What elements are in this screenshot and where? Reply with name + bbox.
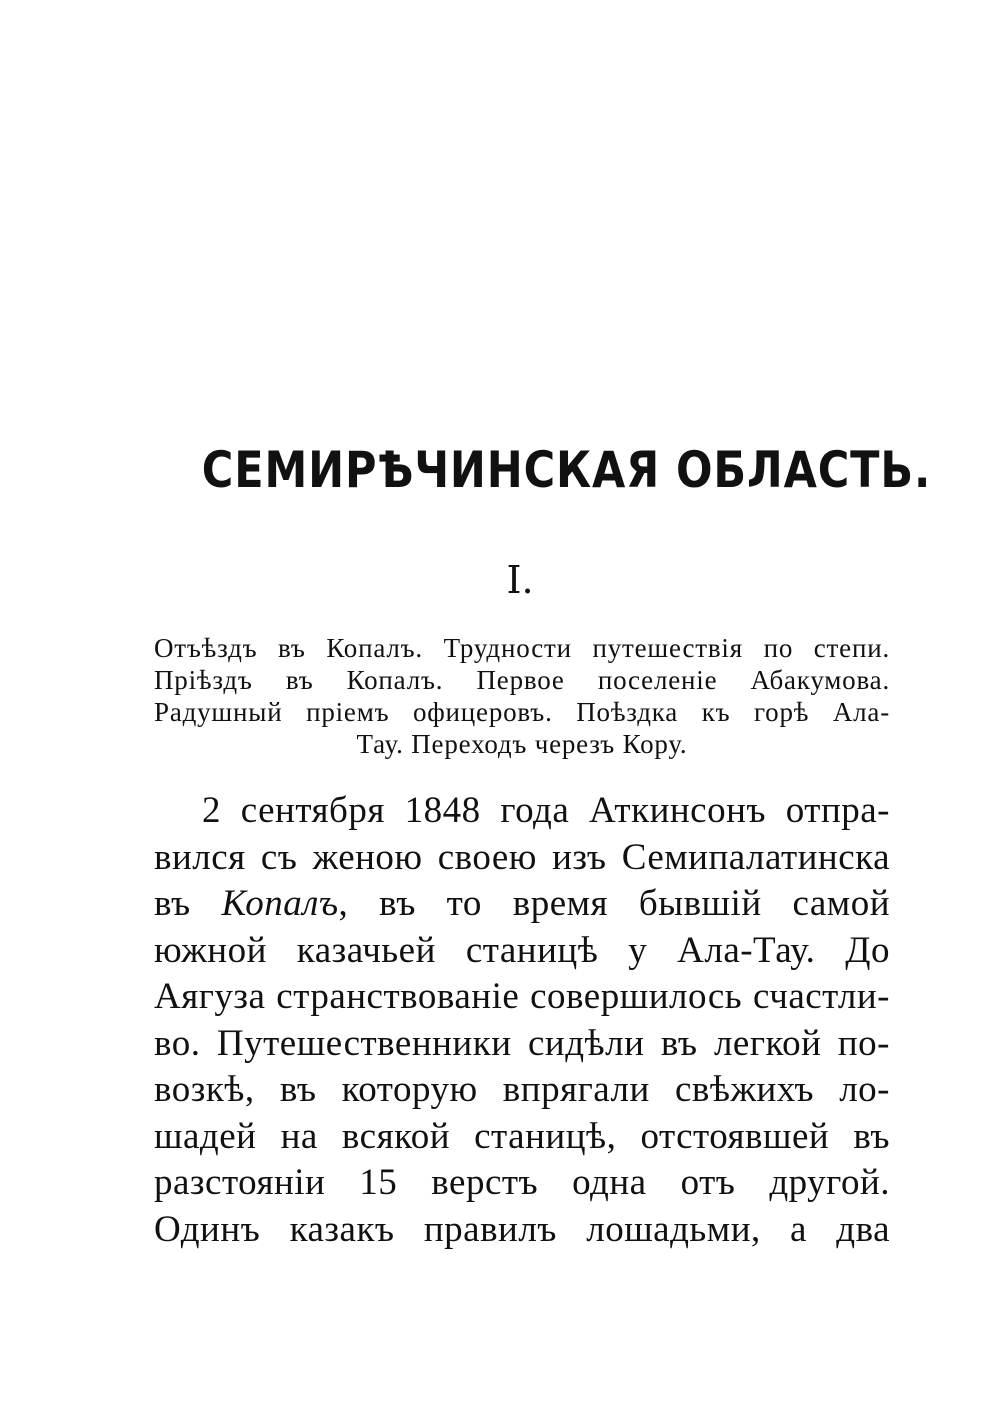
body-line xyxy=(154,1067,890,1114)
body-text-run: въ xyxy=(154,883,222,924)
body-line xyxy=(154,1021,890,1068)
body-text-run: вился съ женою своею изъ Семипалатинска xyxy=(154,836,890,878)
body-text-run: разстояніи 15 верстъ одна отъ другой. xyxy=(154,1162,890,1203)
body-text-run: 2 сентября 1848 года Аткинсонъ отпра- xyxy=(202,790,890,831)
italic-place-name: Копалъ xyxy=(221,883,339,924)
body-line xyxy=(154,974,890,1021)
summary-line: Тау. Переходъ черезъ Кору. xyxy=(356,729,688,759)
summary-line: Пріѣздъ въ Копалъ. Первое поселеніе Абакумова. xyxy=(154,665,890,695)
body-line xyxy=(154,1160,890,1207)
body-line xyxy=(154,1207,890,1254)
body-text-run: Одинъ казакъ правилъ лошадьми, а два xyxy=(154,1208,890,1250)
body-text-run: Аягуза странствованіе совершилось счастли- xyxy=(154,976,890,1017)
body-text-run: южной казачьей станицѣ у Ала-Тау. До xyxy=(154,929,890,971)
summary-line: Отъѣздъ въ Копалъ. Трудности путешествія по степи. xyxy=(154,633,890,663)
body-text-run: шадей на всякой станицѣ, отстоявшей въ xyxy=(154,1115,890,1157)
body-line xyxy=(154,928,890,975)
summary-line: Радушный пріемъ офицеровъ. Поѣздка къ горѣ Ала- xyxy=(154,697,890,727)
body-text-run: во. Путешественники сидѣли въ легкой по- xyxy=(154,1022,890,1064)
chapter-summary xyxy=(154,632,890,760)
body-line xyxy=(154,881,890,928)
page-title: СЕМИРѢЧИНСКАЯ ОБЛАСТЬ. xyxy=(201,441,932,499)
body-line xyxy=(154,1114,890,1161)
body-line xyxy=(154,835,890,882)
chapter-number: I. xyxy=(506,558,534,602)
body-text-run: возкѣ, въ которую впрягали свѣжихъ ло- xyxy=(154,1069,890,1110)
body-line xyxy=(154,788,890,835)
body-text-run: , въ то время бывшій самой xyxy=(338,883,890,924)
body-paragraph xyxy=(154,788,890,1253)
